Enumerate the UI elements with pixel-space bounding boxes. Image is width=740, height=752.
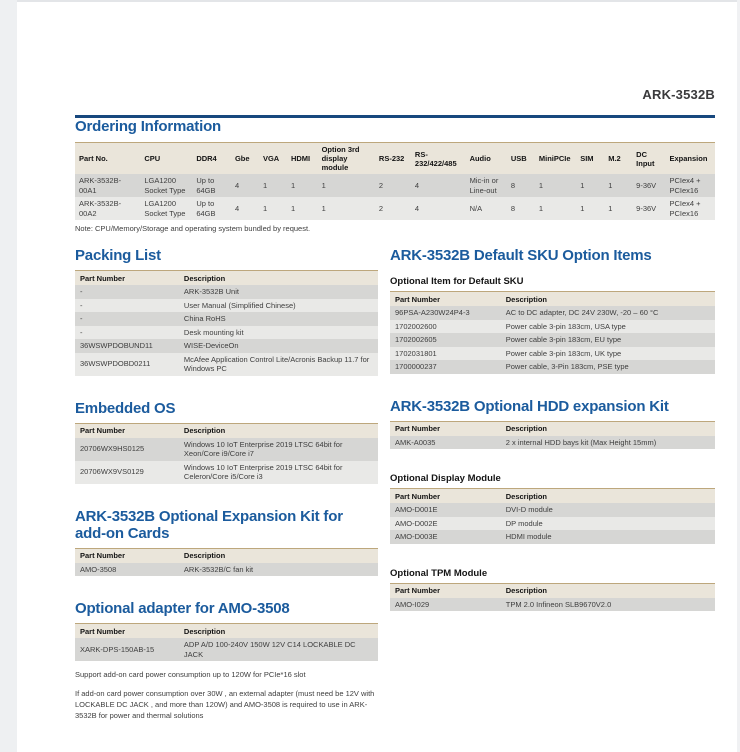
table-row [390,347,715,361]
table-row [390,503,715,517]
table-cell: 1 [608,180,613,190]
parts-table [390,421,715,450]
section-heading: Packing List [75,247,161,264]
table-cell: Windows 10 IoT Enterprise 2019 LTSC 64bit for Celeron/Core i5/Core i3 [183,462,343,481]
table-cell: ARK-3532B-00A1 [79,176,122,195]
parts-table [390,291,715,374]
table-cell: 96PSA-A230W24P4-3 [395,308,470,317]
table-cell: 2 [378,180,384,190]
table-cell: HDMI module [505,532,552,541]
table-cell: 1 [538,180,544,190]
table-cell: McAfee Application Control Lite/Acronis Backup 11.7 for Windows PC [183,354,370,373]
table-cell: 4 [234,180,240,190]
parts-table [390,488,715,544]
table-header-row [75,548,378,563]
column-header: Part Number [390,421,501,436]
page-edge-left [0,0,17,752]
column-header: Part Number [75,271,179,286]
doc-section [390,247,715,374]
table-cell: 1702002605 [395,335,437,344]
table-row [390,530,715,544]
table-row [75,285,378,299]
table-cell: 1 [580,203,585,213]
parts-table [75,548,378,577]
table-cell: - [80,300,83,310]
column-header: Part No. [75,143,140,175]
table-cell: Power cable, 3-Pin 183cm, PSE type [505,362,629,371]
table-cell: User Manual (Simplified Chinese) [183,300,296,310]
section-heading: Embedded OS [75,399,176,417]
table-cell: Power cable 3-pin 183cm, EU type [505,335,622,344]
table-cell: AMO-D003E [395,532,438,541]
table-cell: AMO-D002E [395,518,438,528]
table-cell: 1 [321,180,326,190]
table-header-row [390,583,715,598]
column-header: Audio [466,143,507,175]
table-cell: DVI-D module [505,505,553,514]
table-row [75,638,378,661]
table-cell: 1 [608,203,613,213]
table-cell: 2 [378,203,384,213]
table-header-row [390,292,715,307]
table-cell: WISE-DeviceOn [183,341,239,350]
foot-note: If add-on card power consumption over 30W , an external adapter (must need be 12V with LOCKABLE DC JACK , and more than 120W) and AMO-3508 is required to use in ARK-3532B for power and thermal solutions [75,689,375,720]
column-header: HDMI [287,143,318,175]
table-cell: ARK-3532B Unit [183,287,239,296]
column-header: Part Number [75,624,179,639]
table-cell: AMO-D001E [395,505,438,514]
column-header: Gbe [231,143,259,175]
column-header: SIM [576,143,604,175]
table-row [75,563,378,577]
table-cell: Desk mounting kit [183,327,244,337]
doc-section [75,247,378,376]
table-cell: 1 [321,203,326,213]
parts-table [75,142,715,220]
table-header-row [390,489,715,504]
column-header: MiniPCIe [535,143,576,175]
column-header: Part Number [390,489,501,504]
table-header-row [75,143,715,175]
table-header-row [390,421,715,436]
table-row [390,598,715,612]
table-row [75,312,378,326]
table-cell: 9-36V [636,180,657,190]
table-row [390,306,715,320]
doc-section [390,473,715,544]
table-cell: China RoHS [183,314,226,323]
table-cell: - [80,287,83,296]
table-cell: 4 [414,180,420,190]
table-row [390,436,715,450]
table-cell: AMK-A0035 [395,437,436,447]
column-header: RS-232/422/485 [411,143,466,175]
page-content [75,0,715,721]
table-row [75,174,715,197]
section-heading: ARK-3532B Optional Expansion Kit for add-on Cards [75,507,343,542]
column-header: Description [501,292,715,307]
table-cell: 1 [262,203,268,213]
table-cell: 1 [290,203,296,213]
table-header-row [75,624,378,639]
table-row [75,326,378,340]
table-cell: 36WSWPDOBUND11 [80,341,153,350]
table-cell: AMO-3508 [80,564,117,574]
table-row [390,333,715,347]
column-header: Description [179,271,378,286]
table-row [75,353,378,376]
column-header: Description [501,583,715,598]
column-header: USB [507,143,535,175]
section-heading: Optional adapter for AMO-3508 [75,600,290,617]
table-cell: AC to DC adapter, DC 24V 230W, -20 – 60 °C [505,308,659,317]
table-cell: 9-36V [636,203,657,213]
table-header-row [75,271,378,286]
table-row [75,339,378,353]
column-header: Part Number [75,548,179,563]
foot-note: Support add-on card power consumption up to 120W for PCIe*16 slot [75,670,306,679]
table-row [390,360,715,374]
column-header: Description [179,548,378,563]
table-cell: ADP A/D 100-240V 150W 12V C14 LOCKABLE DC JACK [183,640,356,659]
column-header: Part Number [390,292,501,307]
column-header: Expansion [666,143,716,175]
table-cell: ARK-3532B/C fan kit [183,564,254,574]
ordering-information-heading: Ordering Information [75,118,222,135]
table-cell: LGA1200 Socket Type [144,176,186,195]
column-header: Description [179,624,378,639]
column-header: CPU [140,143,192,175]
table-cell: 20706WX9HS0125 [80,444,145,454]
sub-heading: Optional TPM Module [390,567,488,579]
column-header: Description [501,421,715,436]
parts-table [390,583,715,612]
table-row [390,517,715,531]
table-cell: PCIex4 + PCIex16 [669,176,701,195]
table-cell: - [80,327,83,337]
table-row [75,299,378,313]
table-cell: N/A [469,203,483,213]
table-cell: PCIex4 + PCIex16 [669,199,701,218]
column-header: M.2 [604,143,632,175]
ordering-table-container [75,142,715,220]
table-cell: 1702002600 [395,321,437,331]
table-cell: 1702031801 [395,348,437,358]
table-cell: Mic-in or Line-out [469,176,499,195]
table-cell: 1700000237 [395,362,437,371]
section-heading: ARK-3532B Default SKU Option Items [390,247,652,264]
doc-section [390,568,715,612]
table-cell: LGA1200 Socket Type [144,199,186,218]
table-cell: 8 [510,203,516,213]
product-title: ARK-3532B [642,87,715,102]
table-cell: Up to 64GB [196,199,216,218]
table-row [75,461,378,484]
column-header: DC Input [632,143,665,175]
two-column-area [75,247,715,721]
table-cell: AMO-I029 [395,599,430,609]
table-cell: 1 [538,203,544,213]
right-column [390,247,715,721]
table-cell: - [80,314,83,323]
table-cell: 4 [414,203,420,213]
column-header: Description [179,423,378,438]
table-cell: 2 x internal HDD bays kit (Max Height 15mm) [505,437,657,447]
table-row [390,320,715,334]
section-heading: ARK-3532B Optional HDD expansion Kit [390,397,669,415]
table-cell: 20706WX9VS0129 [80,467,144,477]
left-column [75,247,378,721]
doc-section [390,398,715,450]
sub-heading: Optional Item for Default SKU [390,276,524,287]
doc-section [75,508,378,577]
column-header: VGA [259,143,287,175]
table-header-row [75,423,378,438]
table-row [75,197,715,220]
column-header: RS-232 [375,143,411,175]
table-cell: 36WSWPDOBD0211 [80,359,151,369]
column-header: DDR4 [192,143,231,175]
doc-section [75,600,378,721]
table-cell: XARK-DPS-150AB-15 [80,644,155,654]
table-cell: Up to 64GB [196,176,216,195]
table-cell: 4 [234,203,240,213]
table-cell: 1 [580,180,585,190]
table-cell: TPM 2.0 Infineon SLB9670V2.0 [505,599,612,609]
table-row [75,438,378,461]
column-header: Description [501,489,715,504]
column-header: Part Number [390,583,501,598]
table-cell: ARK-3532B-00A2 [79,199,122,218]
parts-table [75,270,378,376]
ordering-note: Note: CPU/Memory/Storage and operating system bundled by request. [75,224,311,233]
doc-section [75,400,378,484]
table-cell: Windows 10 IoT Enterprise 2019 LTSC 64bit for Xeon/Core i9/Core i7 [183,439,343,458]
sub-heading: Optional Display Module [390,473,501,484]
table-cell: Power cable 3-pin 183cm, UK type [505,348,622,358]
table-cell: Power cable 3-pin 183cm, USA type [505,321,626,331]
table-cell: DP module [505,518,543,528]
table-cell: 1 [290,180,296,190]
column-header: Part Number [75,423,179,438]
table-cell: 8 [510,180,516,190]
parts-table [75,623,378,661]
table-cell: 1 [262,180,268,190]
column-header: Option 3rd display module [318,143,375,175]
parts-table [75,423,378,484]
